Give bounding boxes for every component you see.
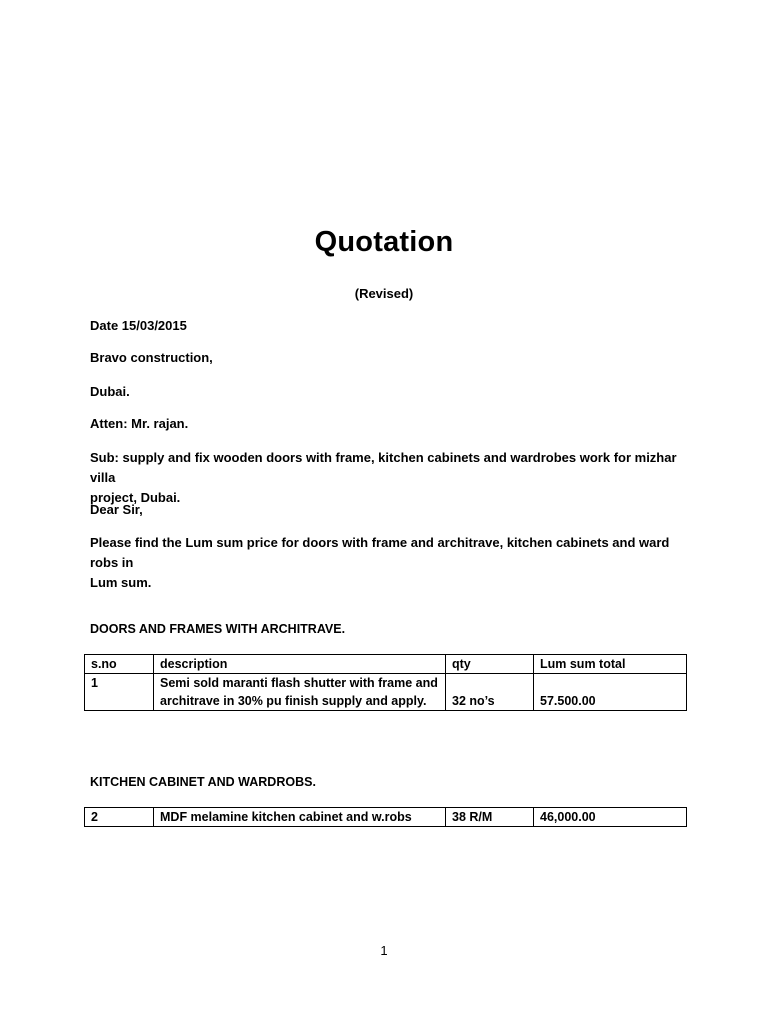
cell-sno: 1	[85, 674, 154, 711]
page-number: 1	[380, 943, 388, 958]
cell-qty: 38 R/M	[446, 808, 534, 827]
subject-block	[90, 448, 690, 508]
body-line-1: Please find the Lum sum price for doors with frame and architrave, kitchen cabinets and ward robs in	[90, 535, 670, 570]
header-description: description	[154, 655, 446, 674]
header-qty: qty	[446, 655, 534, 674]
table-header-row	[85, 655, 687, 674]
description-line-2: architrave in 30% pu finish supply and apply.	[160, 694, 427, 708]
salutation: Dear Sir,	[90, 502, 143, 517]
document-subtitle: (Revised)	[354, 286, 414, 301]
document-title: Quotation	[314, 226, 454, 258]
body-line-2: Lum sum.	[90, 575, 152, 590]
subject-line-1: Sub: supply and fix wooden doors with frame, kitchen cabinets and wardrobes work for mizhar villa	[90, 450, 677, 485]
description-line-1: Semi sold maranti flash shutter with frame and	[160, 676, 438, 690]
doors-table	[84, 654, 687, 711]
table-row	[85, 674, 687, 711]
header-sno: s.no	[85, 655, 154, 674]
table-row	[85, 808, 687, 827]
attention-line: Atten: Mr. rajan.	[90, 416, 189, 431]
body-paragraph	[90, 533, 690, 593]
cell-description: MDF melamine kitchen cabinet and w.robs	[154, 808, 446, 827]
date-line: Date 15/03/2015	[90, 318, 187, 333]
cell-total: 57.500.00	[534, 674, 687, 711]
header-total: Lum sum total	[534, 655, 687, 674]
doors-section-heading: DOORS AND FRAMES WITH ARCHITRAVE.	[90, 622, 346, 636]
cell-sno: 2	[85, 808, 154, 827]
subject-line-2: project, Dubai.	[90, 490, 181, 505]
cell-description	[154, 674, 446, 711]
cell-total: 46,000.00	[534, 808, 687, 827]
recipient-city: Dubai.	[90, 384, 130, 399]
kitchen-section-heading: KITCHEN CABINET AND WARDROBS.	[90, 775, 316, 789]
cell-qty: 32 no’s	[446, 674, 534, 711]
recipient-company: Bravo construction,	[90, 350, 213, 365]
kitchen-table	[84, 807, 687, 827]
